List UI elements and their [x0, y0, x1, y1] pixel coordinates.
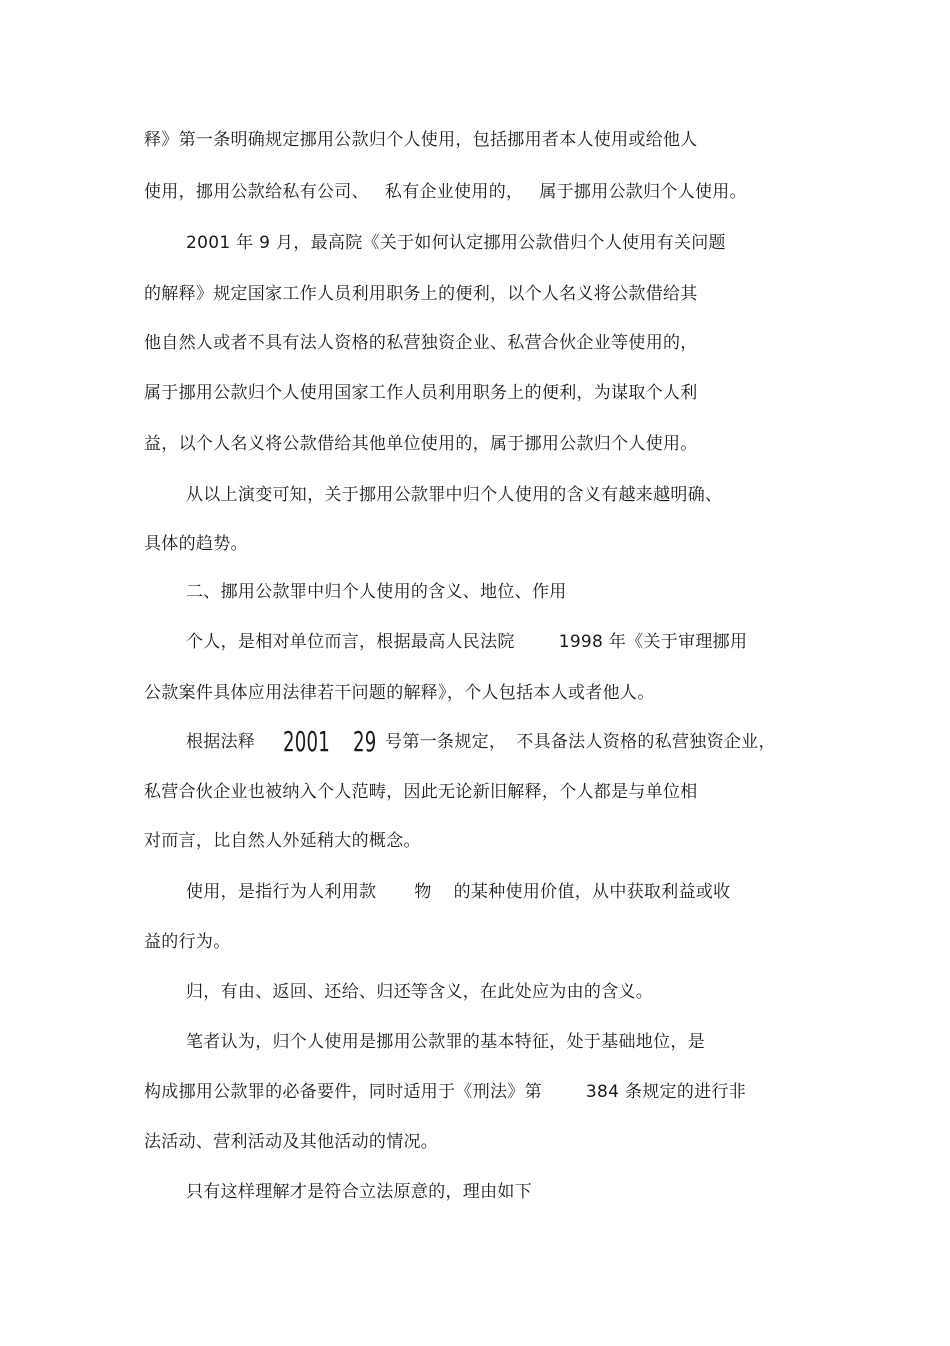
text-segment: 384 条规定的进行非 — [585, 1082, 747, 1102]
text-line — [186, 725, 776, 758]
text-segment: 号第一条规定， — [385, 732, 507, 752]
text-line: 2001 年 9 月，最高院《关于如何认定挪用公款借归个人使用有关问题 — [186, 233, 726, 253]
text-segment: 私有企业使用的， — [384, 182, 524, 202]
text-line — [186, 880, 730, 904]
document-number: 29 — [352, 725, 377, 758]
text-line — [144, 1080, 746, 1104]
text-line: 私营合伙企业也被纳入个人范畴，因此无论新旧解释，个人都是与单位相 — [144, 782, 698, 802]
text-line: 益，以个人名义将公款借给其他单位使用的，属于挪用公款归个人使用。 — [144, 434, 698, 454]
text-segment: 物 — [414, 882, 432, 902]
text-line: 只有这样理解才是符合立法原意的，理由如下 — [186, 1182, 532, 1202]
text-segment: 属于挪用公款归个人使用。 — [539, 182, 747, 202]
text-line: 对而言，比自然人外延稍大的概念。 — [144, 831, 421, 851]
text-segment: 使用，是指行为人利用款 — [186, 882, 377, 902]
text-segment: 个人，是相对单位而言，根据最高人民法院 — [186, 632, 515, 652]
text-segment: 1998 年《关于审理挪用 — [558, 632, 748, 652]
text-line: 的解释》规定国家工作人员利用职务上的便利，以个人名义将公款借给其 — [144, 284, 698, 304]
document-year: 2001 — [283, 725, 331, 758]
text-line: 他自然人或者不具有法人资格的私营独资企业、私营合伙企业等使用的， — [144, 333, 698, 353]
text-line: 归，有由、返回、还给、归还等含义，在此处应为由的含义。 — [186, 982, 654, 1002]
text-line: 笔者认为，归个人使用是挪用公款罪的基本特征，处于基础地位，是 — [186, 1032, 705, 1052]
text-line: 释》第一条明确规定挪用公款归个人使用，包括挪用者本人使用或给他人 — [144, 130, 698, 150]
text-line — [144, 180, 747, 204]
text-line: 从以上演变可知，关于挪用公款罪中归个人使用的含义有越来越明确、 — [186, 485, 723, 505]
text-segment: 根据法释 — [186, 732, 256, 752]
text-line: 益的行为。 — [144, 932, 231, 952]
text-line: 具体的趋势。 — [144, 534, 248, 554]
text-segment: 不具备法人资格的私营独资企业， — [516, 732, 776, 752]
text-line: 法活动、营利活动及其他活动的情况。 — [144, 1132, 439, 1152]
text-segment: 的某种使用价值，从中获取利益或收 — [453, 882, 731, 902]
text-line — [186, 630, 747, 654]
text-line: 公款案件具体应用法律若干问题的解释》，个人包括本人或者他人。 — [144, 683, 655, 703]
section-heading: 二、挪用公款罪中归个人使用的含义、地位、作用 — [186, 582, 567, 602]
text-segment: 使用，挪用公款给私有公司、 — [144, 182, 369, 202]
text-line: 属于挪用公款归个人使用国家工作人员利用职务上的便利，为谋取个人利 — [144, 383, 698, 403]
text-segment: 构成挪用公款罪的必备要件，同时适用于《刑法》第 — [144, 1082, 542, 1102]
